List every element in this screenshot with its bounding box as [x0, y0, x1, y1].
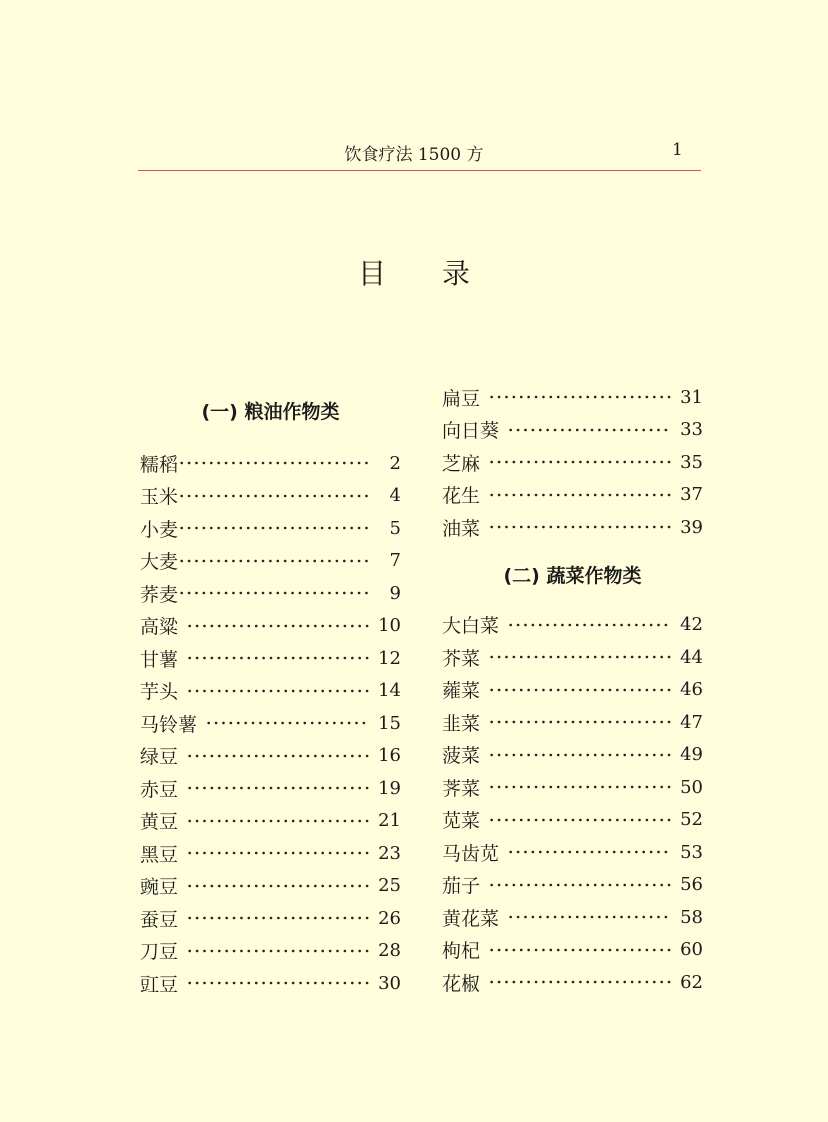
toc-entry[interactable] [140, 805, 401, 838]
dot-leader [205, 720, 370, 726]
dot-leader [186, 980, 370, 986]
toc-entry[interactable] [140, 740, 401, 773]
toc-entry[interactable] [442, 381, 703, 414]
toc-entry-page: 58 [680, 906, 703, 928]
toc-entry-label: 蚕豆 [140, 908, 179, 931]
toc-entry-label: 茄子 [442, 875, 481, 898]
toc-entry[interactable] [140, 512, 401, 545]
toc-entry-label: 马铃薯 [140, 713, 198, 736]
toc-entry-page: 30 [378, 972, 401, 994]
section-heading: (一) 粮油作物类 [201, 401, 340, 423]
toc-entry-label: 芋头 [140, 681, 179, 704]
toc-entry-page: 26 [378, 907, 401, 929]
toc-entry-label: 扁豆 [442, 387, 481, 410]
toc-entry[interactable] [442, 479, 703, 512]
dot-leader [178, 493, 371, 499]
dot-leader [488, 524, 672, 530]
toc-entry-page: 14 [378, 680, 401, 702]
toc-entry-label: 甘薯 [140, 648, 179, 671]
toc-entry-page: 56 [680, 874, 703, 896]
dot-leader [178, 525, 371, 531]
toc-entry-page: 42 [680, 614, 703, 636]
toc-entry-label: 蕹菜 [442, 680, 481, 703]
dot-leader [488, 492, 672, 498]
dot-leader [507, 849, 672, 855]
toc-entry-label: 刀豆 [140, 941, 179, 964]
toc-entry[interactable] [140, 870, 401, 903]
toc-entry-page: 33 [680, 419, 703, 441]
toc-entry-label: 枸杞 [442, 940, 481, 963]
dot-leader [178, 590, 371, 596]
toc-entry-label: 赤豆 [140, 778, 179, 801]
toc-entry-page: 50 [680, 776, 703, 798]
toc-entry-label: 苋菜 [442, 810, 481, 833]
toc-entry[interactable] [442, 934, 703, 967]
toc-entry-label: 荞麦 [140, 583, 179, 606]
toc-entry-label: 韭菜 [442, 712, 481, 735]
toc-entry[interactable] [442, 609, 703, 642]
toc-entry[interactable] [442, 641, 703, 674]
toc-entry-label: 荠菜 [442, 777, 481, 800]
dot-leader [488, 719, 672, 725]
toc-entry-label: 糯稻 [140, 453, 179, 476]
toc-entry[interactable] [442, 771, 703, 804]
dot-leader [507, 914, 672, 920]
dot-leader [186, 948, 370, 954]
toc-entry-label: 花生 [442, 485, 481, 508]
toc-entry[interactable] [442, 706, 703, 739]
toc-entry-label: 黄花菜 [442, 907, 500, 930]
dot-leader [488, 979, 672, 985]
toc-entry[interactable] [442, 511, 703, 544]
toc-entry-page: 44 [680, 646, 703, 668]
toc-entry[interactable] [442, 869, 703, 902]
dot-leader [186, 915, 370, 921]
toc-entry-page: 52 [680, 809, 703, 831]
toc-entry-label: 向日葵 [442, 420, 500, 443]
toc-entry-page: 53 [680, 841, 703, 863]
toc-entry-page: 46 [680, 679, 703, 701]
toc-entry-page: 62 [680, 971, 703, 993]
dot-leader [507, 427, 672, 433]
toc-entry-label: 马齿苋 [442, 842, 500, 865]
toc-entry[interactable] [140, 967, 401, 1000]
toc-entry-page: 4 [389, 485, 401, 507]
toc-entry-page: 49 [680, 744, 703, 766]
page-title: 目录 [357, 257, 526, 290]
dot-leader [488, 784, 672, 790]
dot-leader [186, 688, 370, 694]
page-number: 1 [672, 140, 683, 160]
toc-entry-label: 绿豆 [140, 746, 179, 769]
toc-entry-label: 芝麻 [442, 452, 481, 475]
toc-entry-page: 19 [378, 777, 401, 799]
toc-entry[interactable] [140, 610, 401, 643]
dot-leader [488, 752, 672, 758]
dot-leader [178, 460, 371, 466]
toc-entry[interactable] [442, 446, 703, 479]
toc-entry[interactable] [140, 837, 401, 870]
toc-entry-page: 35 [680, 451, 703, 473]
section-heading: (二) 蔬菜作物类 [503, 564, 642, 587]
toc-entry-label: 高粱 [140, 616, 179, 639]
toc-entry-label: 玉米 [140, 486, 179, 509]
toc-entry-page: 23 [378, 842, 401, 864]
toc-entry[interactable] [442, 674, 703, 707]
dot-leader [186, 850, 370, 856]
toc-entry-page: 39 [680, 516, 703, 538]
dot-leader [178, 558, 371, 564]
toc-column-right [442, 381, 703, 999]
toc-entry[interactable] [140, 642, 401, 675]
toc-entry-label: 大白菜 [442, 615, 500, 638]
toc-entry-page: 5 [389, 517, 401, 539]
dot-leader [186, 753, 370, 759]
toc-entry[interactable] [140, 707, 401, 740]
toc-entry-page: 15 [378, 712, 401, 734]
toc-entry-label: 菠菜 [442, 745, 481, 768]
toc-entry-page: 60 [680, 939, 703, 961]
toc-entry[interactable] [442, 836, 703, 869]
toc-entry-label: 豌豆 [140, 876, 179, 899]
dot-leader [488, 654, 672, 660]
toc-entry[interactable] [140, 935, 401, 968]
toc-entry-label: 豇豆 [140, 973, 179, 996]
toc-entry-label: 黄豆 [140, 811, 179, 834]
toc-entry-label: 油菜 [442, 517, 481, 540]
toc-entry-page: 16 [378, 745, 401, 767]
toc-entry-page: 10 [378, 615, 401, 637]
dot-leader [488, 459, 672, 465]
dot-leader [186, 655, 370, 661]
toc-entry-label: 小麦 [140, 518, 179, 541]
running-head-title: 饮食疗法 1500 方 [344, 145, 484, 165]
toc-entry-page: 31 [680, 386, 703, 408]
dot-leader [488, 882, 672, 888]
toc-entry-label: 大麦 [140, 551, 179, 574]
toc-entry-page: 21 [378, 810, 401, 832]
toc-entry[interactable] [140, 675, 401, 708]
dot-leader [488, 687, 672, 693]
header-rule [138, 170, 701, 171]
toc-entry[interactable] [140, 902, 401, 935]
toc-entry[interactable] [140, 545, 401, 578]
toc-entry-page: 28 [378, 940, 401, 962]
toc-entry-page: 7 [389, 550, 401, 572]
toc-entry-label: 芥菜 [442, 647, 481, 670]
dot-leader [507, 622, 672, 628]
dot-leader [186, 623, 370, 629]
dot-leader [186, 818, 370, 824]
toc-entry-page: 9 [389, 582, 401, 604]
toc-entry-page: 12 [378, 647, 401, 669]
dot-leader [186, 883, 370, 889]
dot-leader [488, 947, 672, 953]
toc-entry[interactable] [442, 901, 703, 934]
toc-entry-page: 37 [680, 484, 703, 506]
toc-entry[interactable] [442, 804, 703, 837]
toc-entry[interactable] [442, 966, 703, 999]
dot-leader [488, 394, 672, 400]
toc-entry-page: 47 [680, 711, 703, 733]
toc-entry-page: 2 [389, 452, 401, 474]
toc-entry[interactable] [442, 739, 703, 772]
dot-leader [186, 785, 370, 791]
toc-entry-label: 花椒 [442, 972, 481, 995]
toc-entry[interactable] [140, 577, 401, 610]
toc-entry[interactable] [140, 480, 401, 513]
dot-leader [488, 817, 672, 823]
toc-entry-page: 25 [378, 875, 401, 897]
toc-entry[interactable] [442, 414, 703, 447]
toc-entry[interactable] [140, 447, 401, 480]
toc-entry[interactable] [140, 772, 401, 805]
toc-column-left [140, 380, 401, 1000]
toc-entry-label: 黑豆 [140, 843, 179, 866]
